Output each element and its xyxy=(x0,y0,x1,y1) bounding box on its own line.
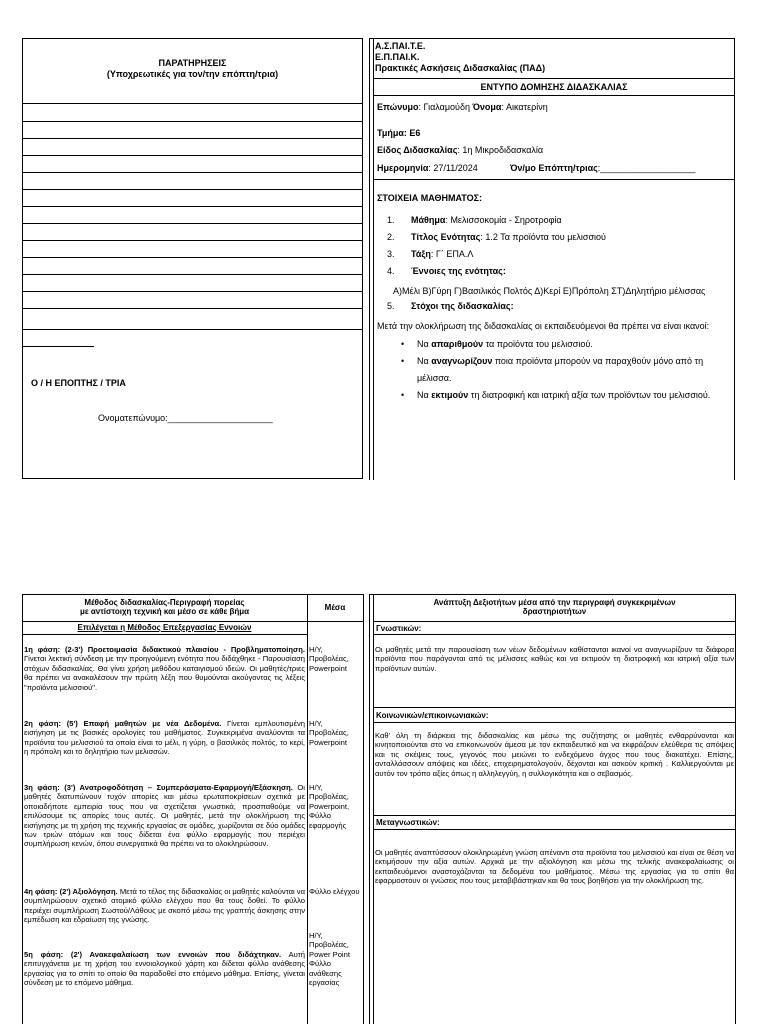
phase-3: 3η φάση: (3') Ανατροφοδότηση – Συμπεράσματα-Εφαρμογή/Εξάσκηση. Οι μαθητές διατυπώνουν τυχόν απορίες και μέσω ερωταποκρίσεων σχετικά με οποιαδήποτε εμπειρία τους που να σχετίζεται γνωστικά, προσπαθούμε να επιλύσουμε τις απορίες τους αυτές. Οι μαθητές, μετά την ολοκλήρωση της εισήγησης με τη χρήση της τεχνικής εργασίας σε ομάδες, χωρίζονται σε δύο ομάδες των τριών ατόμων και τους δίδεται ένα φύλλο εφαρμογής που περιέχει συμπλήρωση κενών, όπου συνεργατικά θα πρέπει να το ολοκληρώσουν. xyxy=(24,783,305,849)
metacognitive-text: Οι μαθητές αναπτύσσουν ολοκληρωμένη γνώση απέναντι στα προϊόντα του μελισσιού και είναι σε θέση να εκτιμήσουν την αξία αυτών. Αρχικά με την αξιολόγηση και μέσω της τελικής ανακεφαλαίωσης οι εκπαιδευόμενοι αναστοχάζονται τα δεδομένα του μαθήματος. Μέσω της εργασίας για το σπίτι θα εφαρμοστουν οι γνώσεις που τους μεταβιβάστηκαν και θα τους βοηθήσει για την ολοκλήρωση της. xyxy=(375,848,734,886)
phase-1-media: Η/Υ, Προβολέας, Powerpoint xyxy=(309,645,349,673)
phase-4: 4η φάση: (2') Αξιολόγηση. Μετά το τέλος της διδασκαλίας οι μαθητές καλούνται να συμπληρώσουν σχετικό ατομικό φύλλο ελέγχου που θα τους δοθεί. Το φύλλο περιέχει συμπλήρωση Σωστού/Λάθους με σκοπό μέσω της γραπτής άσκησης στην εμπέδωση και εδραίωση της γνώσης. xyxy=(24,887,305,925)
phase-4-media: Φύλλο ελέγχου xyxy=(309,887,360,896)
goal-item: • Να αναγνωρίζουν ποια προϊόντα μπορούν να παραχθούν μόνο από τη μέλισσα. xyxy=(401,356,704,383)
form-title: ΕΝΤΥΠΟ ΔΟΜΗΣΗΣ ΔΙΔΑΣΚΑΛΙΑΣ xyxy=(480,82,628,92)
org-line-2: Ε.Π.ΠΑΙ.Κ. xyxy=(375,52,420,62)
supervisor-row: Όν/μο Επόπτη/τριας:___________________ xyxy=(510,163,696,173)
goal-list xyxy=(377,336,732,404)
lesson-item: 1. Μάθημα: Μελισσοκομία - Σηροτροφία xyxy=(387,215,562,225)
lesson-item: 3. Τάξη: Γ΄ ΕΠΑ.Λ xyxy=(387,249,474,259)
remarks-title: ΠΑΡΑΤΗΡΗΣΕΙΣ xyxy=(158,58,227,68)
form-left-border-inner xyxy=(373,38,374,480)
method-header: Μέθοδος διδασκαλίας-Περιγραφή πορείας με αντίστοιχη τεχνική και μέσο σε κάθε βήμα xyxy=(79,598,250,617)
supervisor-name-field: Ονοματεπώνυμο:_____________________ xyxy=(98,413,273,423)
goal-item: • Να εκτιμούν τη διατροφική και ιατρική αξία των προϊόντων του μελισσιού. xyxy=(401,390,711,400)
remarks-subtitle: (Υποχρεωτικές για τον/την επόπτη/τρια) xyxy=(106,69,279,79)
student-name-row: Επώνυμο: Γιαλαμούδη Όνομα: Αικατερίνη xyxy=(377,102,548,112)
lesson-item: 5. Στόχοι της διδασκαλίας: xyxy=(387,301,514,311)
phase-5-media: Η/Υ, Προβολέας, Power Point Φύλλο ανάθεσης εργασίας xyxy=(309,931,350,988)
lesson-item: 4. Έννοιες της ενότητας: xyxy=(387,266,506,276)
concepts-text: Α)Μέλι Β)Γύρη Γ)Βασιλικός Πολτός Δ)Κερί Ε)Πρόπολη ΣΤ)Δηλητήριο μέλισσας xyxy=(393,286,706,296)
department-row: Τμήμα: Ε6 xyxy=(377,128,421,138)
goal-item: • Να απαριθμούν τα προϊόντα του μελισσιού. xyxy=(401,339,593,349)
cognitive-text: Οι μαθητές μετά την παρουσίαση των νέων δεδομένων καθίστανται ικανοί να αναγνωρίζουν τα διάφορα προϊόντα που παράγονται από τις μέλισσες καθώς και να εκτιμούν τη διατροφική και ιατρική αξία των προϊόντων αυτών. xyxy=(375,645,734,673)
phase-1: 1η φάση: (2-3') Προετοιμασία διδακτικού πλαισίου - Προβληματοποίηση. Γίνεται λεκτική σύνδεση με την προηγούμενη ενότητα που διδάχθηκε - Παρουσίαση στόχων διδασκαλίας. Θα γίνει χρήση μεθόδου καταιγισμού ιδεών. Οι μαθητές/τριες θα πρέπει να ανακαλέσουν την πρώτη λέξη που θυμούνται ακούγοντας τις λέξεις "προϊόντα μελισσιού". xyxy=(24,645,305,692)
org-line-1: Α.Σ.ΠΑΙ.Τ.Ε. xyxy=(375,41,426,51)
date-row: Ημερομηνία: 27/11/2024 xyxy=(377,163,478,173)
method-title: Επιλέγεται η Μέθοδος Επεξεργασίας Εννοιών xyxy=(77,623,252,632)
social-text: Καθ' όλη τη διάρκεια της διδασκαλίας και μέσω της συζήτησης οι μαθητές ενθαρρύνονται και κινητοποιούνται στο να επικοινωνούν άμεσα με τον εκπαιδευτικό και να εκφράζουν ελεύθερα τις απόψεις και τις σκέψεις τους, γεγονός που μειώνει το ενδεχόμενο άγχος που τους διακατέχει. Επίσης, ανταλλάσσουν απόψεις και ιδέες, επιχειρηματολογούν, δέχονται και ασκούν κριτική . Καλλιεργούνται με αυτόν τον τρόπο αξίες όπως η αλληλεγγύη, η συλλογικότητα και ο σεβασμός. xyxy=(375,731,734,778)
goal-intro: Μετά την ολοκλήρωση της διδασκαλίας οι εκπαιδευόμενοι θα πρέπει να είναι ικανοί: xyxy=(377,321,710,331)
teaching-type-row: Είδος Διδασκαλίας: 1η Μικροδιδασκαλία xyxy=(377,145,544,155)
phase-2: 2η φάση: (5') Επαφή μαθητών με νέα Δεδομένα. Γίνεται εμπλουτισμένη εισήγηση με τις βασικές ορολογίες του μαθήματος. Συγκεκριμένα αναλύονται τα προϊόντα του μελισσιού τα οποία είναι το μέλι, η γύρη, ο βασιλικός πολτός, το κερί, η πρόπολη και το δηλητήριο των μελισσών. xyxy=(24,719,306,757)
lesson-details-heading: ΣΤΟΙΧΕΙΑ ΜΑΘΗΜΑΤΟΣ: xyxy=(377,193,482,203)
metacognitive-title: Μεταγνωστικών: xyxy=(376,818,440,827)
lesson-item: 2. Τίτλος Ενότητας: 1.2 Τα προϊόντα του μελισσιού xyxy=(387,232,606,242)
phase-2-media: Η/Υ, Προβολέας, Powerpoint xyxy=(309,719,349,747)
phase-5: 5η φάση: (2') Ανακεφαλαίωση των εννοιών που διδάχτηκαν. Αυτή επιτυγχάνεται με τη χρήση του εννοιολογικού χάρτη και δίδεται φύλλο ανάθεσης εργασίας για το σπίτι το οποίο θα παραδοθεί στο επόμενο μάθημα. Επίσης, γίνεται σύνδεση με το επόμενο μάθημα. xyxy=(24,950,305,988)
phase-3-media: Η/Υ, Προβολέας, Powerpoint, Φύλλο εφαρμογής xyxy=(309,783,350,830)
media-header: Μέσα xyxy=(324,603,346,612)
supervisor-heading: Ο / Η ΕΠΟΠΤΗΣ / ΤΡΙΑ xyxy=(31,378,126,388)
cognitive-title: Γνωστικών: xyxy=(376,624,422,633)
social-title: Κοινωνικών/επικοινωνιακών: xyxy=(376,711,489,720)
org-line-3: Πρακτικές Ασκήσεις Διδασκαλίας (ΠΑΔ) xyxy=(375,63,546,73)
lesson-items xyxy=(377,215,732,404)
form-left-border xyxy=(369,38,370,480)
skills-header: Ανάπτυξη Δεξιοτήτων μέσα από την περιγραφή συγκεκριμένων δραστηριοτήτων xyxy=(433,598,676,617)
